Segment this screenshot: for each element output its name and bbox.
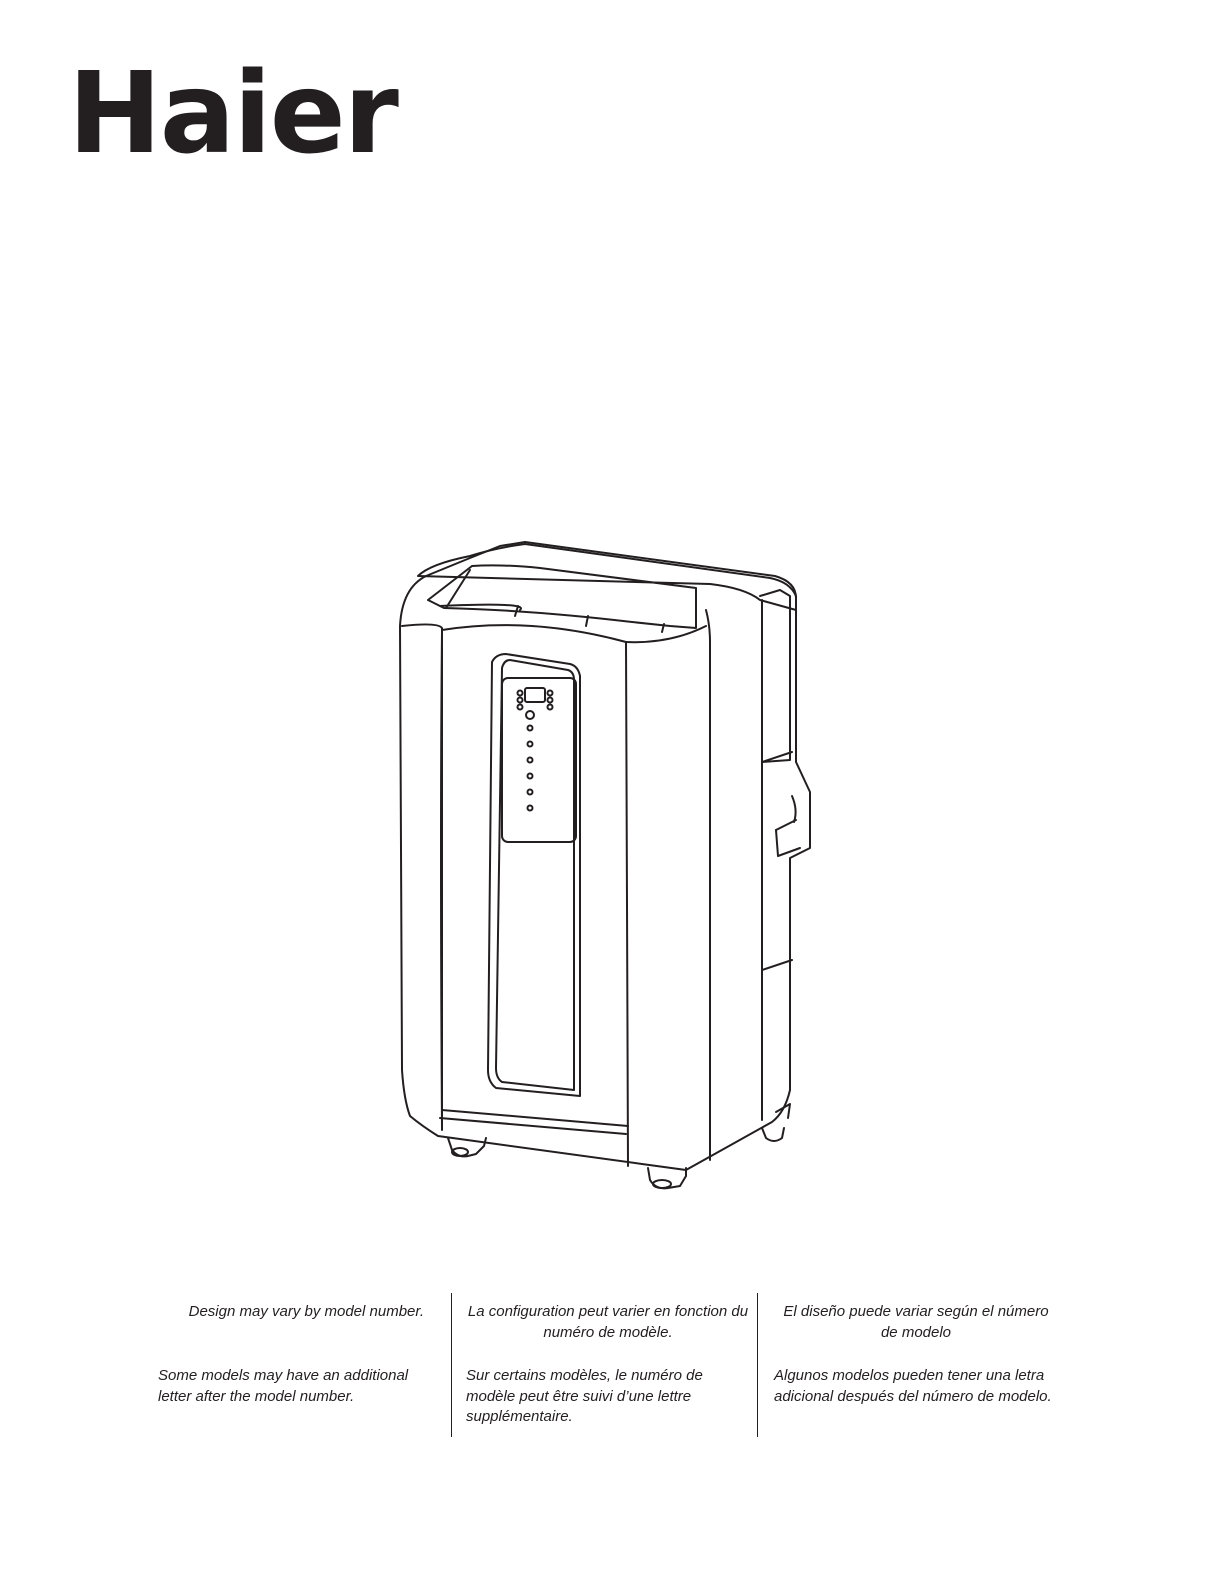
haier-logo: Haier (68, 49, 397, 179)
note-models-fr: Sur certains modèles, le numéro de modèle peut être suivi d’une lettre supplémentaire. (466, 1367, 703, 1425)
column-divider (451, 1293, 452, 1437)
note-design-fr: La configuration peut varier en fonction du numéro de modèle. (467, 1303, 749, 1341)
portable-air-conditioner-icon (380, 530, 840, 1200)
note-design-en: Design may vary by model number. (188, 1303, 424, 1320)
note-models-en: Some models may have an additional letter after the model number. (158, 1367, 409, 1405)
notes-section (0, 1290, 1224, 1440)
note-models-es: Algunos modelos pueden tener una letra adicional después del número de modelo. (774, 1367, 1052, 1405)
column-divider (757, 1293, 758, 1437)
note-design-es: El diseño puede variar según el número de modelo (783, 1303, 1049, 1341)
